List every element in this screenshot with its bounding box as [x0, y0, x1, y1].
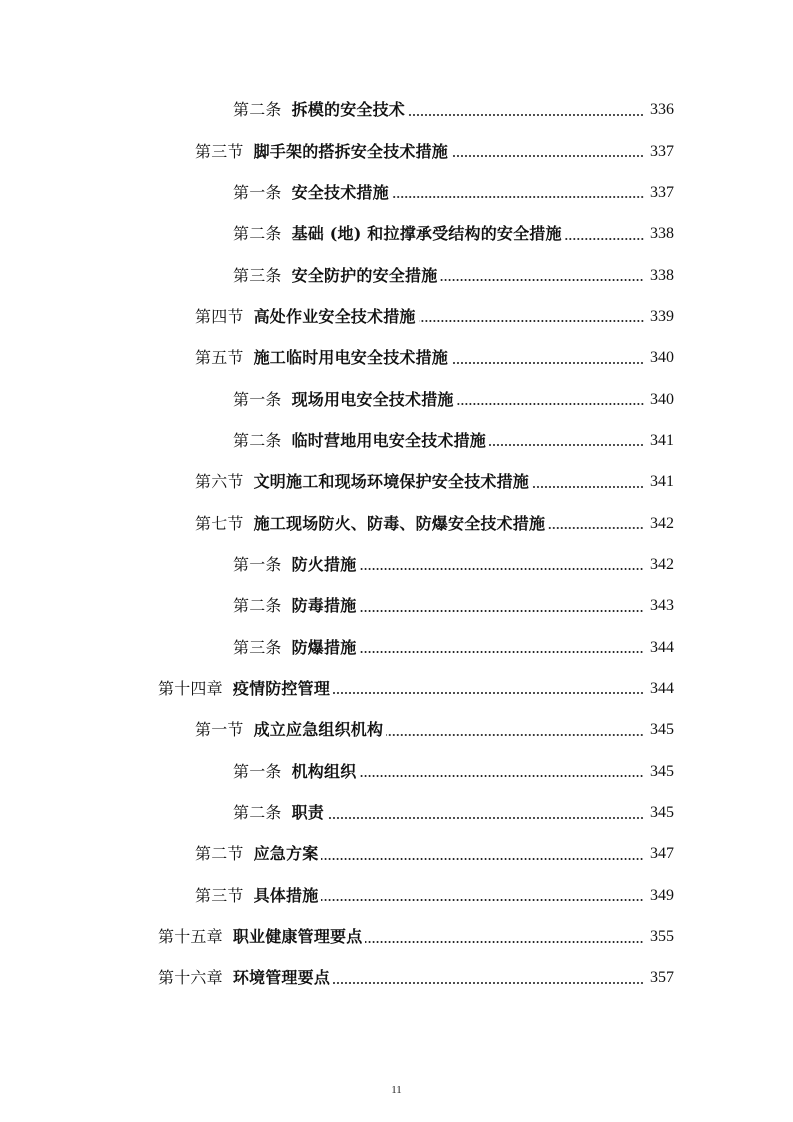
toc-entry-title: 拆模的安全技术: [291, 100, 406, 120]
toc-entry-title: 防火措施: [291, 554, 357, 574]
toc-entry-title: 成立应急组织机构: [253, 720, 384, 740]
toc-entry-label: 第四节: [195, 306, 244, 326]
toc-entry-page: 337: [650, 183, 674, 201]
toc-entry-page: 355: [650, 928, 674, 946]
toc-entry[interactable]: [0, 502, 793, 543]
toc-entry-label: 第一条: [233, 182, 282, 202]
toc-entry[interactable]: [0, 875, 793, 916]
dot-leader: [451, 155, 644, 157]
dot-leader: [392, 196, 644, 198]
toc-entry-label: 第二节: [195, 844, 244, 864]
toc-entry-label: 第一条: [233, 389, 282, 409]
dot-leader: [327, 817, 644, 819]
dot-leader: [408, 114, 644, 116]
toc-entry-page: 339: [650, 307, 674, 325]
toc-entry[interactable]: [0, 337, 793, 378]
toc-entry-label: 第十六章: [158, 968, 223, 988]
toc-entry-title: 施工现场防火、防毒、防爆安全技术措施: [253, 513, 546, 533]
toc-entry-title: 脚手架的搭拆安全技术措施: [253, 141, 449, 161]
toc-entry-label: 第二条: [233, 224, 282, 244]
toc-entry-page: 336: [650, 101, 674, 119]
toc-entry-page: 344: [650, 679, 674, 697]
toc-entry-label: 第二条: [233, 430, 282, 450]
toc-entry-label: 第一条: [233, 761, 282, 781]
toc-entry-title: 文明施工和现场环境保护安全技术措施: [253, 472, 530, 492]
toc-entry-page: 345: [650, 721, 674, 739]
toc-entry-title: 基础 (地) 和拉撑承受结构的安全措施: [291, 224, 562, 244]
toc-entry[interactable]: [0, 585, 793, 626]
toc-entry[interactable]: [0, 916, 793, 957]
toc-entry[interactable]: [0, 172, 793, 213]
dot-leader: [440, 279, 644, 281]
toc-entry-label: 第一节: [195, 720, 244, 740]
dot-leader: [489, 444, 644, 446]
toc-entry-title: 防爆措施: [291, 637, 357, 657]
toc-entry-page: 340: [650, 390, 674, 408]
dot-leader: [359, 775, 644, 777]
toc-entry[interactable]: [0, 420, 793, 461]
toc-entry[interactable]: [0, 957, 793, 998]
dot-leader: [359, 610, 644, 612]
toc-entry-page: 337: [650, 142, 674, 160]
toc-entry[interactable]: [0, 668, 793, 709]
dot-leader: [359, 568, 644, 570]
toc-entry-page: 338: [650, 266, 674, 284]
toc-entry-page: 338: [650, 225, 674, 243]
toc-entry-title: 防毒措施: [291, 596, 357, 616]
toc-entry-title: 环境管理要点: [232, 968, 331, 988]
toc-entry-page: 349: [650, 886, 674, 904]
dot-leader: [565, 238, 644, 240]
toc-entry-page: 345: [650, 762, 674, 780]
toc-entry-title: 临时营地用电安全技术措施: [291, 430, 487, 450]
dot-leader: [548, 527, 644, 529]
toc-entry-label: 第十五章: [158, 927, 223, 947]
toc-entry-label: 第六节: [195, 472, 244, 492]
toc-entry-label: 第三条: [233, 265, 282, 285]
toc-entry[interactable]: [0, 130, 793, 171]
toc-entry[interactable]: [0, 296, 793, 337]
toc-entry[interactable]: [0, 833, 793, 874]
dot-leader: [333, 692, 644, 694]
toc-entry-title: 职责: [291, 803, 325, 823]
toc-entry-label: 第三节: [195, 885, 244, 905]
dot-leader: [532, 486, 644, 488]
toc-entry[interactable]: [0, 89, 793, 130]
toc-entry-page: 342: [650, 555, 674, 573]
page-number: 11: [391, 1084, 402, 1096]
toc-entry-title: 机构组织: [291, 761, 357, 781]
toc-entry-title: 职业健康管理要点: [232, 927, 363, 947]
toc-entry[interactable]: [0, 792, 793, 833]
toc-entry-page: 342: [650, 514, 674, 532]
toc-entry-page: 347: [650, 845, 674, 863]
dot-leader: [365, 941, 644, 943]
toc-entry-label: 第一条: [233, 554, 282, 574]
dot-leader: [333, 982, 644, 984]
toc-entry-title: 高处作业安全技术措施: [253, 306, 416, 326]
toc-entry[interactable]: [0, 461, 793, 502]
dot-leader: [451, 362, 644, 364]
dot-leader: [386, 734, 644, 736]
toc-entry-label: 第二条: [233, 803, 282, 823]
toc-entry-label: 第二条: [233, 596, 282, 616]
dot-leader: [321, 858, 644, 860]
toc-entry[interactable]: [0, 213, 793, 254]
toc-entry[interactable]: [0, 254, 793, 295]
toc-entry-page: 343: [650, 597, 674, 615]
toc-entry-title: 安全防护的安全措施: [291, 265, 438, 285]
toc-entry-label: 第七节: [195, 513, 244, 533]
toc-entry-title: 安全技术措施: [291, 182, 389, 202]
toc-entry[interactable]: [0, 544, 793, 585]
toc-entry[interactable]: [0, 751, 793, 792]
toc-entry-label: 第三条: [233, 637, 282, 657]
toc-entry-page: 341: [650, 473, 674, 491]
dot-leader: [457, 403, 644, 405]
toc-entry-page: 357: [650, 969, 674, 987]
toc-entry-title: 现场用电安全技术措施: [291, 389, 454, 409]
toc-entry-label: 第五节: [195, 348, 244, 368]
toc-entry[interactable]: [0, 626, 793, 667]
toc-entry-label: 第二条: [233, 100, 282, 120]
toc-entry-page: 341: [650, 431, 674, 449]
toc-entry-page: 340: [650, 349, 674, 367]
toc-entry-page: 344: [650, 638, 674, 656]
dot-leader: [419, 320, 644, 322]
dot-leader: [359, 651, 644, 653]
toc-entry-label: 第三节: [195, 141, 244, 161]
table-of-contents: [0, 89, 793, 999]
toc-entry-label: 第十四章: [158, 678, 223, 698]
toc-entry-title: 应急方案: [253, 844, 319, 864]
toc-entry-title: 具体措施: [253, 885, 319, 905]
toc-entry-title: 施工临时用电安全技术措施: [253, 348, 449, 368]
toc-entry-page: 345: [650, 804, 674, 822]
toc-entry[interactable]: [0, 709, 793, 750]
toc-entry-title: 疫情防控管理: [232, 678, 331, 698]
dot-leader: [321, 899, 644, 901]
toc-entry[interactable]: [0, 378, 793, 419]
